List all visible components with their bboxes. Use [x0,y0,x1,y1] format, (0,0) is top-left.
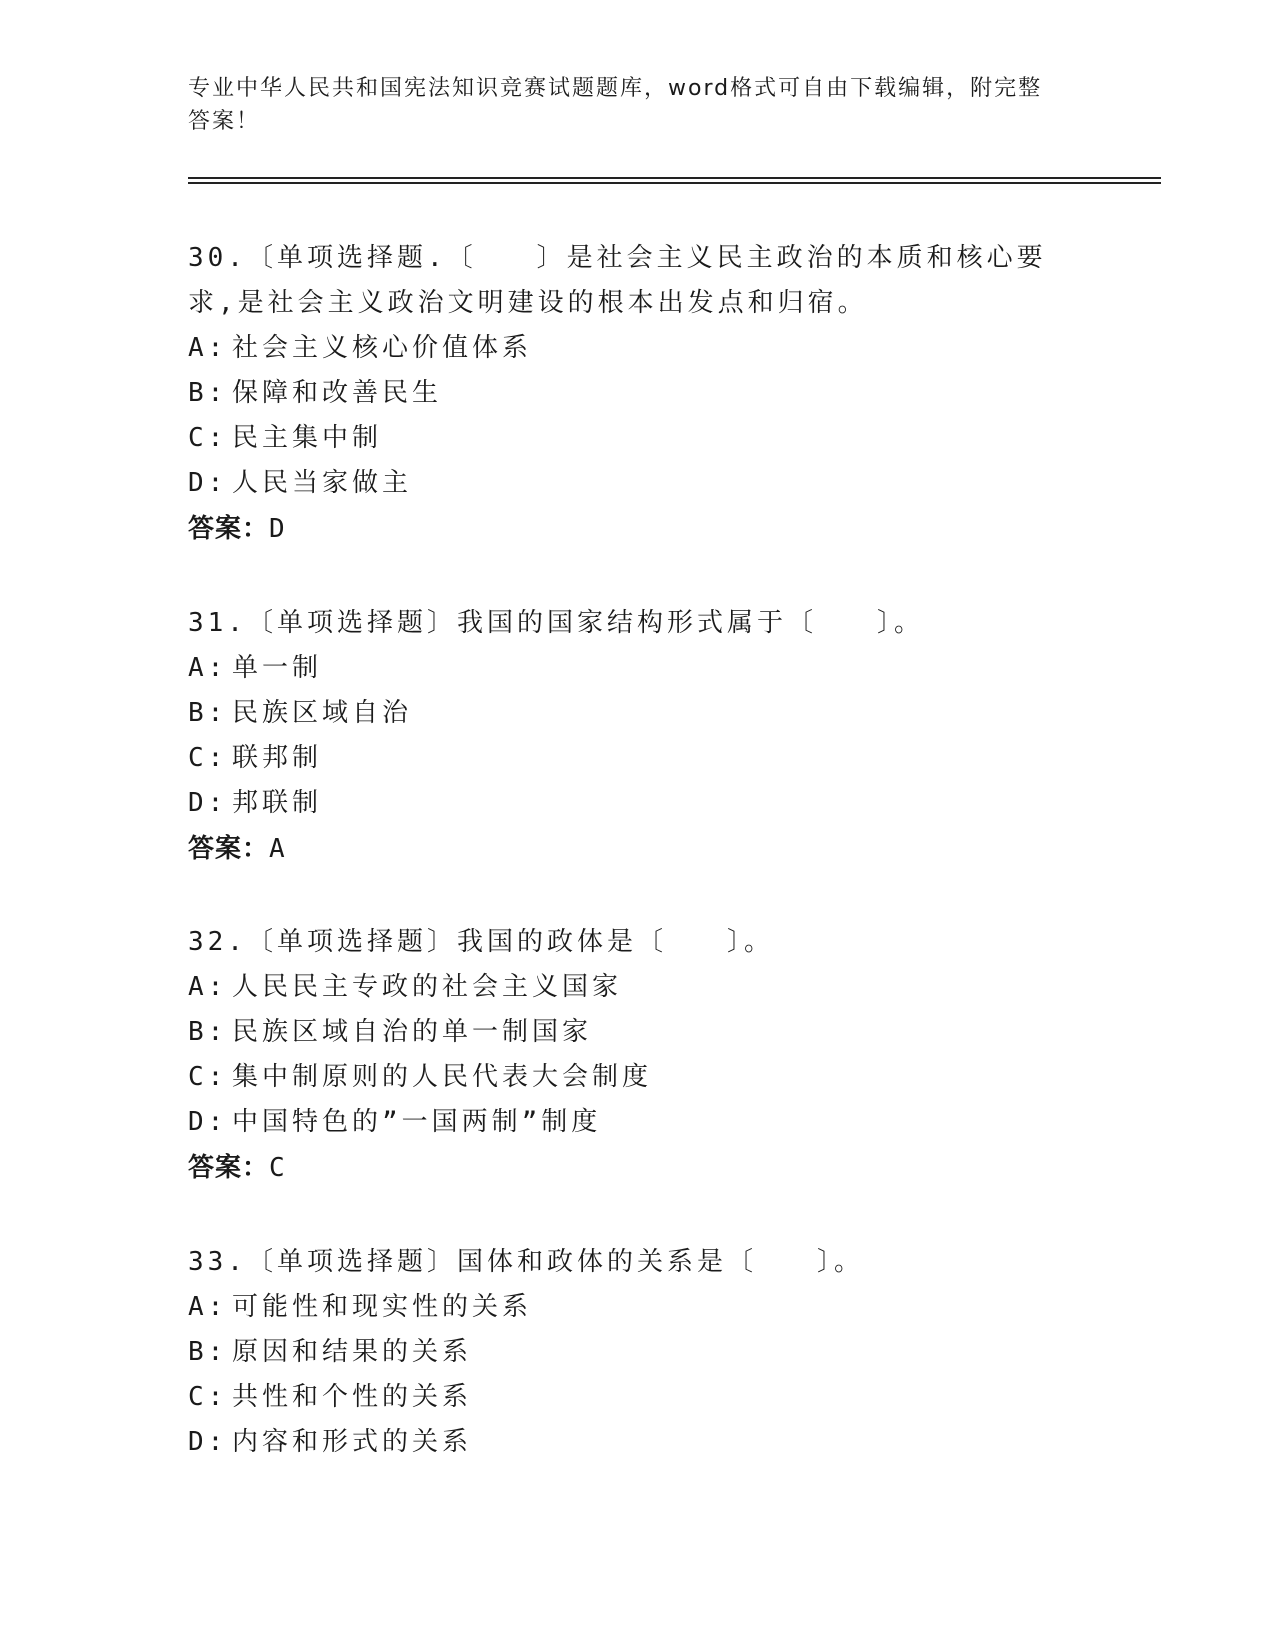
option-text: 集中制原则的人民代表大会制度 [232,1062,653,1092]
option-text: 中国特色的”一国两制”制度 [232,1107,602,1137]
option-d [188,1100,1088,1145]
option-c [188,1375,1088,1420]
option-letter: A: [188,333,228,363]
option-letter: B: [188,1017,228,1047]
option-a [188,1285,1088,1330]
question-stem: 31.〔单项选择题〕我国的国家结构形式属于〔 〕。 [188,608,924,638]
option-text: 单一制 [232,653,323,683]
option-letter: A: [188,653,228,683]
option-text: 保障和改善民生 [232,378,443,408]
document-header [188,72,1088,138]
answer-value: D [269,514,286,544]
answer-label: 答案： [188,514,270,544]
option-text: 社会主义核心价值体系 [232,333,533,363]
option-letter: B: [188,378,228,408]
option-letter: D: [188,1427,228,1457]
option-letter: D: [188,788,228,818]
option-letter: D: [188,1107,228,1137]
answer-label: 答案： [188,1153,270,1183]
option-c [188,1055,1088,1100]
option-letter: C: [188,743,228,773]
option-a [188,326,1088,371]
option-text: 民主集中制 [232,423,383,453]
option-letter: D: [188,468,228,498]
header-divider-bottom [188,182,1161,184]
header-line-1: 专业中华人民共和国宪法知识竞赛试题题库，word格式可自由下载编辑，附完整 [188,76,1043,101]
header-divider-top [188,177,1161,179]
option-text: 共性和个性的关系 [232,1382,473,1412]
option-b [188,1330,1088,1375]
header-line-2: 答案！ [188,109,261,134]
option-letter: C: [188,1062,228,1092]
question-stem: 33.〔单项选择题〕国体和政体的关系是〔 〕。 [188,1247,864,1277]
option-letter: B: [188,1337,228,1367]
question-30 [188,236,1088,552]
answer-line [188,1145,1088,1191]
question-stem: 32.〔单项选择题〕我国的政体是〔 〕。 [188,927,774,957]
option-c [188,736,1088,781]
option-d [188,781,1088,826]
option-b [188,371,1088,416]
question-31 [188,601,1088,872]
question-stem: 30.〔单项选择题.〔 〕是社会主义民主政治的本质和核心要求,是社会主义政治文明建设的根本出发点和归宿。 [188,243,1047,318]
option-text: 原因和结果的关系 [232,1337,473,1367]
question-33 [188,1240,1088,1465]
question-32 [188,920,1088,1191]
option-text: 民族区域自治的单一制国家 [232,1017,593,1047]
answer-value: A [269,834,286,864]
option-letter: C: [188,423,228,453]
option-b [188,691,1088,736]
option-d [188,461,1088,506]
option-a [188,646,1088,691]
option-text: 邦联制 [232,788,323,818]
answer-line [188,826,1088,872]
answer-value: C [269,1153,286,1183]
option-letter: A: [188,1292,228,1322]
option-letter: A: [188,972,228,1002]
option-letter: B: [188,698,228,728]
option-text: 可能性和现实性的关系 [232,1292,533,1322]
answer-line [188,506,1088,552]
option-text: 民族区域自治 [232,698,413,728]
option-text: 人民民主专政的社会主义国家 [232,972,623,1002]
option-b [188,1010,1088,1055]
option-text: 人民当家做主 [232,468,413,498]
option-a [188,965,1088,1010]
option-text: 联邦制 [232,743,323,773]
option-d [188,1420,1088,1465]
answer-label: 答案： [188,834,270,864]
option-text: 内容和形式的关系 [232,1427,473,1457]
option-c [188,416,1088,461]
option-letter: C: [188,1382,228,1412]
